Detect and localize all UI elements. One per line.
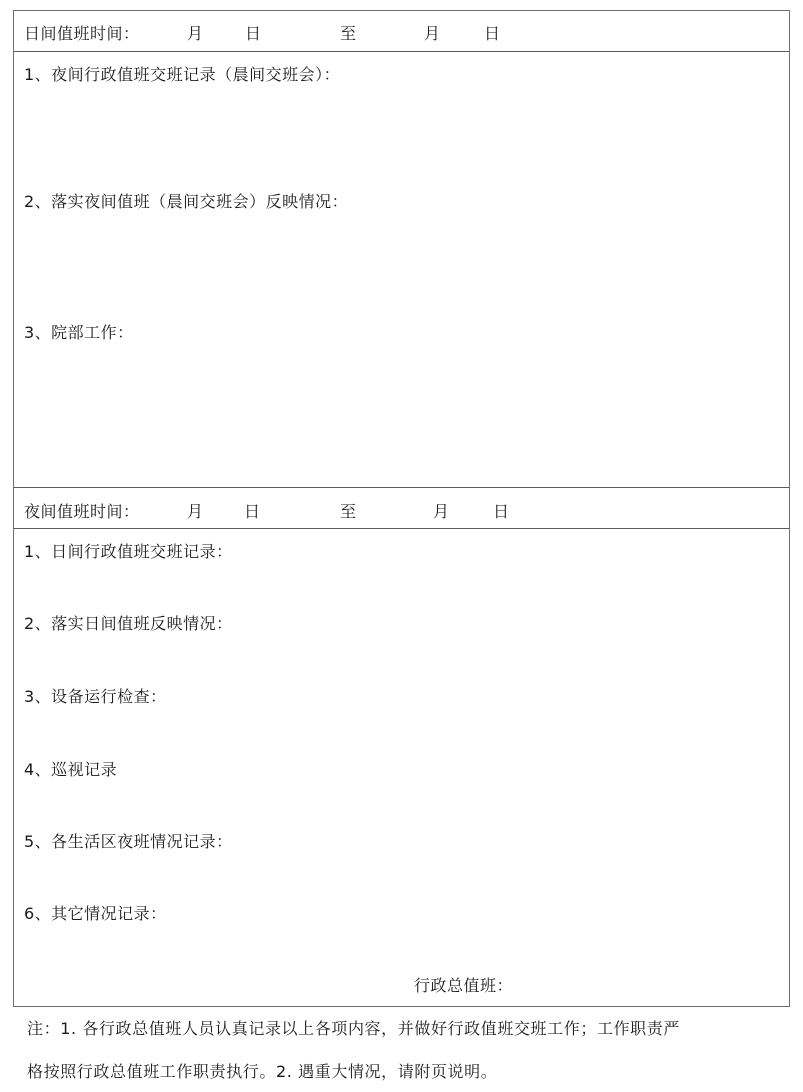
divider-day-header xyxy=(14,51,789,52)
day-shift-start-month-label: 月 xyxy=(187,24,204,43)
night-item-2-label: 2、落实日间值班反映情况： xyxy=(24,614,233,633)
night-shift-start-month-label: 月 xyxy=(187,502,204,521)
night-item-4-entry-area[interactable] xyxy=(20,784,783,830)
day-item-2-entry-area[interactable] xyxy=(20,216,783,322)
night-item-5-entry-area[interactable] xyxy=(20,856,783,902)
day-item-3-entry-area[interactable] xyxy=(20,347,783,481)
note-line-1: 注：1. 各行政总值班人员认真记录以上各项内容，并做好行政值班交班工作；工作职责严 xyxy=(27,1019,680,1038)
night-item-1-label: 1、日间行政值班交班记录： xyxy=(24,542,233,561)
day-shift-time-label: 日间值班时间： xyxy=(24,24,140,43)
night-item-6-label: 6、其它情况记录： xyxy=(24,904,167,923)
day-shift-end-day-label: 日 xyxy=(484,24,501,43)
duty-handover-form xyxy=(13,10,790,1007)
night-shift-end-month-label: 月 xyxy=(433,502,450,521)
night-shift-start-day-label: 日 xyxy=(244,502,261,521)
divider-day-night xyxy=(14,487,789,488)
night-item-1-entry-area[interactable] xyxy=(20,566,783,612)
day-item-1-entry-area[interactable] xyxy=(20,89,783,193)
night-shift-to-label: 至 xyxy=(340,502,357,521)
day-shift-end-month-label: 月 xyxy=(424,24,441,43)
night-item-3-label: 3、设备运行检查： xyxy=(24,687,167,706)
day-shift-to-label: 至 xyxy=(340,24,357,43)
night-shift-end-day-label: 日 xyxy=(493,502,510,521)
day-shift-start-day-label: 日 xyxy=(245,24,262,43)
night-item-4-label: 4、巡视记录 xyxy=(24,760,118,779)
note-line-2: 格按照行政总值班工作职责执行。2. 遇重大情况，请附页说明。 xyxy=(27,1062,498,1081)
night-item-3-entry-area[interactable] xyxy=(20,711,783,757)
night-item-6-entry-area[interactable] xyxy=(20,928,783,974)
chief-duty-officer-signature-label: 行政总值班： xyxy=(414,976,514,995)
day-item-3-label: 3、院部工作： xyxy=(24,323,134,342)
night-shift-time-label: 夜间值班时间： xyxy=(24,502,140,521)
night-item-5-label: 5、各生活区夜班情况记录： xyxy=(24,832,233,851)
divider-night-header xyxy=(14,528,789,529)
day-item-2-label: 2、落实夜间值班（晨间交班会）反映情况： xyxy=(24,192,349,211)
chief-duty-officer-signature-field[interactable] xyxy=(519,973,769,999)
night-item-2-entry-area[interactable] xyxy=(20,638,783,684)
day-item-1-label: 1、夜间行政值班交班记录（晨间交班会）： xyxy=(24,65,341,84)
